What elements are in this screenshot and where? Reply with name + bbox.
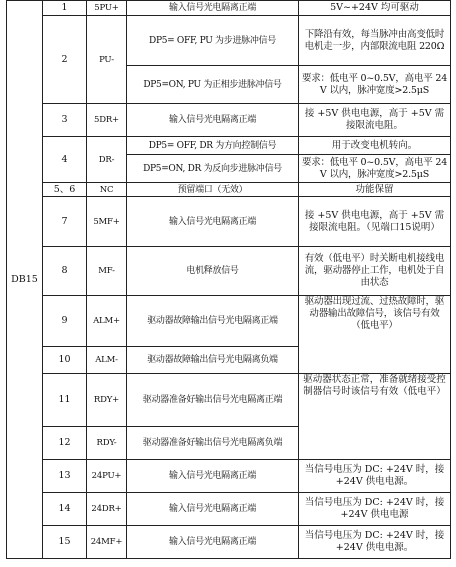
signal-name: 输入信号光电隔离正端 bbox=[127, 197, 299, 247]
pin-number: 4 bbox=[43, 137, 87, 183]
signal-name: 输入信号光电隔离正端 bbox=[127, 493, 299, 526]
signal-function: 要求：低电平 0~0.5V，高电平 24V 以内，脉冲宽度>2.5μS bbox=[299, 155, 451, 183]
table-row bbox=[7, 247, 451, 296]
signal-function: 当信号电压为 DC: +24V 时，接 +24V 供电电源 bbox=[299, 493, 451, 526]
table-row bbox=[7, 197, 451, 247]
pin-number: 7 bbox=[43, 197, 87, 247]
signal-name: 预留端口（无效） bbox=[127, 183, 299, 197]
signal-name: 输入信号光电隔离正端 bbox=[127, 104, 299, 137]
signal-function: 有效（低电平）时关断电机接线电流，驱动器停止工作，电机处于自由状态 bbox=[299, 247, 451, 296]
pin-name: DR- bbox=[87, 137, 127, 183]
signal-function: 用于改变电机转向。 bbox=[299, 137, 451, 155]
signal-name: DP5=ON, PU 为正相步进脉冲信号 bbox=[127, 66, 299, 104]
pin-name: PU- bbox=[87, 16, 127, 104]
pin-number: 2 bbox=[43, 16, 87, 104]
signal-function: 当信号电压为 DC: +24V 时，接 +24V 供电电源。 bbox=[299, 460, 451, 493]
signal-function: 下降沿有效，每当脉冲由高变低时电机走一步，内部限流电阻 220Ω bbox=[299, 16, 451, 66]
pin-number: 9 bbox=[43, 296, 87, 347]
signal-function: 功能保留 bbox=[299, 183, 451, 197]
signal-name: 输入信号光电隔离正端 bbox=[127, 1, 299, 16]
pin-number: 3 bbox=[43, 104, 87, 137]
pin-name: 5DR+ bbox=[87, 104, 127, 137]
pin-number: 13 bbox=[43, 460, 87, 493]
signal-name: DP5= OFF, DR 为方向控制信号 bbox=[127, 137, 299, 155]
table-row bbox=[7, 374, 451, 427]
signal-name: 驱动器准备好输出信号光电隔离正端 bbox=[127, 374, 299, 427]
pin-number: 11 bbox=[43, 374, 87, 427]
pin-name: 24MF+ bbox=[87, 526, 127, 559]
signal-name: DP5=ON, DR 为反向步进脉冲信号 bbox=[127, 155, 299, 183]
table-row bbox=[7, 1, 451, 16]
signal-name: 驱动器准备好输出信号光电隔离负端 bbox=[127, 427, 299, 460]
table-row bbox=[7, 460, 451, 493]
signal-function: 当信号电压为 DC: +24V 时，接 +24V 供电电源。 bbox=[299, 526, 451, 559]
pin-name: RDY+ bbox=[87, 374, 127, 427]
pin-number: 15 bbox=[43, 526, 87, 559]
pin-number: 10 bbox=[43, 347, 87, 374]
pin-name: NC bbox=[87, 183, 127, 197]
pin-number: 8 bbox=[43, 247, 87, 296]
signal-name: 输入信号光电隔离正端 bbox=[127, 526, 299, 559]
signal-name: 输入信号光电隔离正端 bbox=[127, 460, 299, 493]
signal-name: DP5= OFF, PU 为步进脉冲信号 bbox=[127, 16, 299, 66]
table-row bbox=[7, 526, 451, 559]
signal-function: 驱动器出现过流、过热故障时，驱动器输出故障信号，该信号有效（低电平） bbox=[299, 296, 451, 374]
pin-name: RDY- bbox=[87, 427, 127, 460]
signal-function: 接 +5V 供电电源，高于 +5V 需接限流电阻。 bbox=[299, 104, 451, 137]
signal-function: 要求：低电平 0~0.5V，高电平 24V 以内，脉冲宽度>2.5μS bbox=[299, 66, 451, 104]
table-row bbox=[7, 137, 451, 155]
connector-label: DB15 bbox=[7, 1, 43, 559]
signal-function: 5V~+24V 均可驱动 bbox=[299, 1, 451, 16]
signal-name: 电机释放信号 bbox=[127, 247, 299, 296]
pin-number: 14 bbox=[43, 493, 87, 526]
signal-name: 驱动器故障输出信号光电隔离负端 bbox=[127, 347, 299, 374]
pin-definition-table bbox=[6, 0, 451, 559]
pin-name: 24PU+ bbox=[87, 460, 127, 493]
pin-name: 5MF+ bbox=[87, 197, 127, 247]
signal-name: 驱动器故障输出信号光电隔离正端 bbox=[127, 296, 299, 347]
signal-function: 驱动器状态正常，准备就绪接受控制器信号时该信号有效（低电平） bbox=[299, 374, 451, 460]
table-row bbox=[7, 16, 451, 66]
table-row bbox=[7, 104, 451, 137]
signal-function: 接 +5V 供电电源，高于 +5V 需接限流电阻。（见端口15说明） bbox=[299, 197, 451, 247]
pin-number: 5、6 bbox=[43, 183, 87, 197]
pin-number: 12 bbox=[43, 427, 87, 460]
pin-name: 5PU+ bbox=[87, 1, 127, 16]
table-row bbox=[7, 183, 451, 197]
pin-name: MF- bbox=[87, 247, 127, 296]
pin-number: 1 bbox=[43, 1, 87, 16]
pin-name: 24DR+ bbox=[87, 493, 127, 526]
table-row bbox=[7, 493, 451, 526]
pin-name: ALM+ bbox=[87, 296, 127, 347]
table-row bbox=[7, 296, 451, 347]
pin-name: ALM- bbox=[87, 347, 127, 374]
